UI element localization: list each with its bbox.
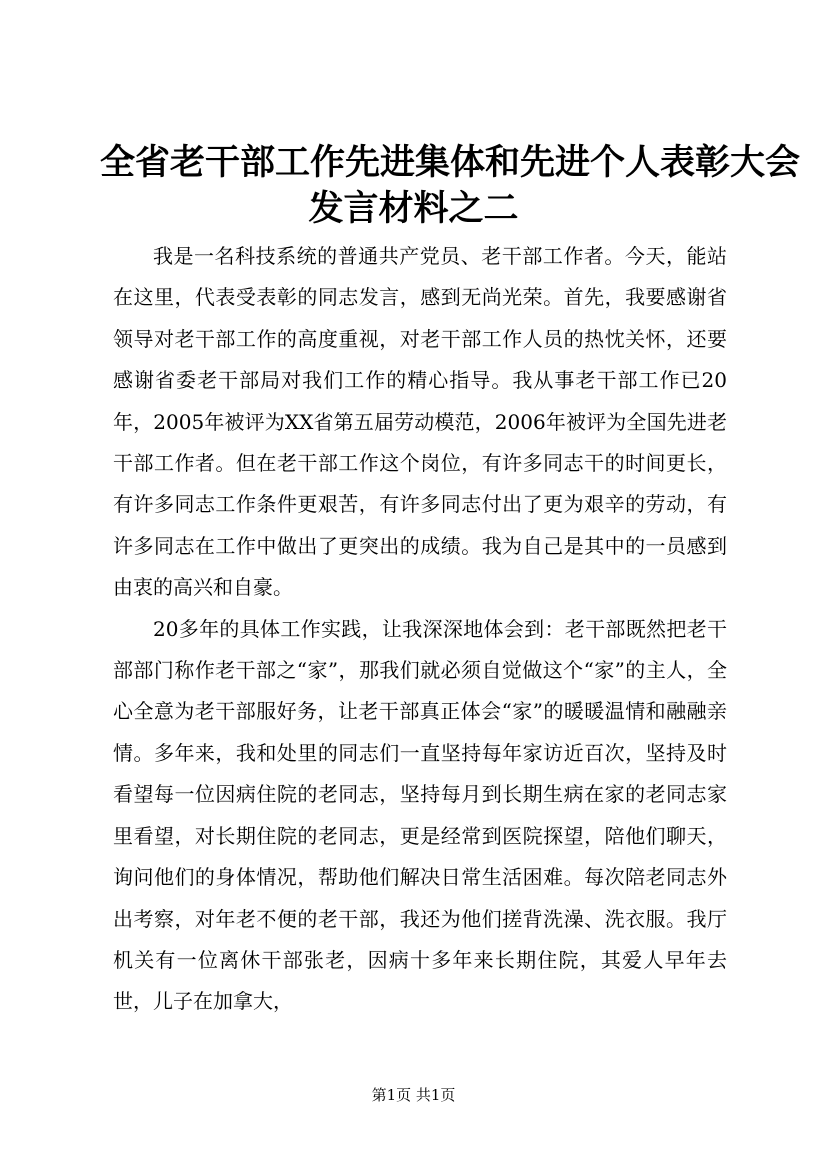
title-line-1: 全省老干部工作先进集体和先进个人表彰大会 (100, 142, 801, 183)
page-footer: 第1页 共1页 (371, 1086, 456, 1104)
paragraph-1: 我是一名科技系统的普通共产党员、老干部工作者。今天，能站在这里，代表受表彰的同志发言，感到无尚光荣。首先，我要感谢省领导对老干部工作的高度重视，对老干部工作人员的热忱关怀，还要感谢省委老干部局对我们工作的精心指导。我从事老干部工作已20年，2005年被评为XX省第五届劳动模范，2006年被评为全国先进老干部工作者。但在老干部工作这个岗位，有许多同志干的时间更长，有许多同志工作条件更艰苦，有许多同志付出了更为艰辛的劳动，有许多同志在工作中做出了更突出的成绩。我为自己是其中的一员感到由衷的高兴和自豪。 (113, 244, 727, 600)
title-line-2: 发言材料之二 (308, 188, 519, 229)
document-title (100, 140, 801, 232)
document-body (113, 236, 727, 1023)
paragraph-2: 20多年的具体工作实践，让我深深地体会到：老干部既然把老干部部门称作老干部之“家”，那我们就必须自觉做这个“家”的主人，全心全意为老干部服好务，让老干部真正体会“家”的暖暖温情和融融亲情。多年来，我和处里的同志们一直坚持每年家访近百次，坚持及时看望每一位因病住院的老同志，坚持每月到长期生病在家的老同志家里看望，对长期住院的老同志，更是经常到医院探望，陪他们聊天，询问他们的身体情况，帮助他们解决日常生活困难。每次陪老同志外出考察，对年老不便的老干部，我还为他们搓背洗澡、洗衣服。我厅机关有一位离休干部张老，因病十多年来长期住院，其爱人早年去世，儿子在加拿大， (113, 616, 727, 1014)
